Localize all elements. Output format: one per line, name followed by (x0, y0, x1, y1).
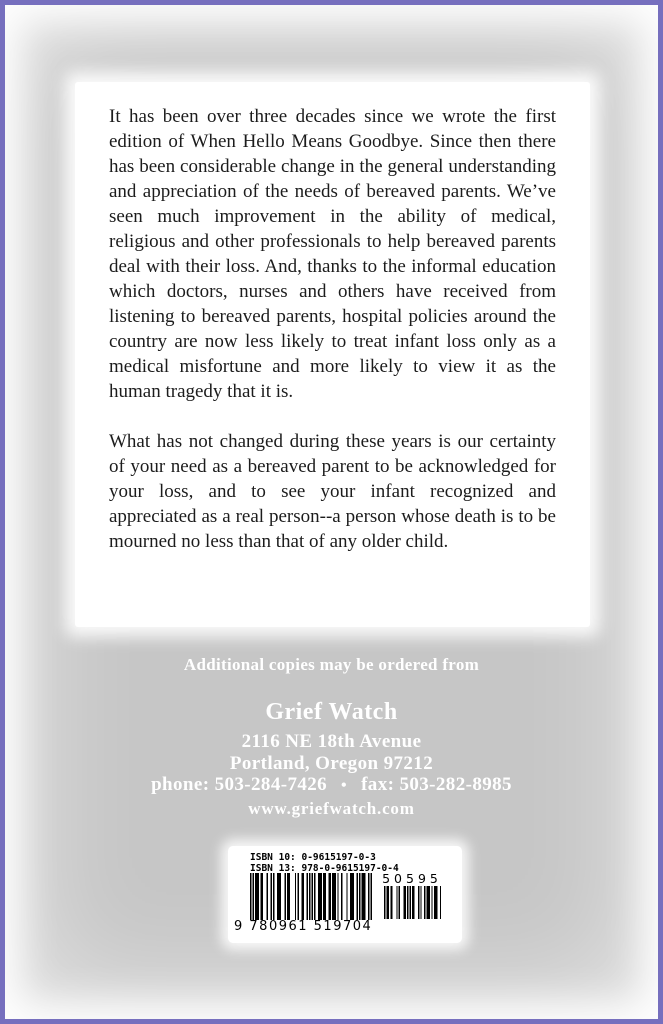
ordering-section (5, 655, 658, 819)
publisher-name: Grief Watch (265, 699, 398, 725)
ean13-barcode-graphic (250, 873, 372, 920)
synopsis-paragraph-1: It has been over three decades since we wrote the first edition of When Hello Means Goodbye. Since then there has been considerable change in the general understanding and appreciation of the needs of bereaved parents. We’ve seen much improvement in the ability of medical, religious and other professionals to help bereaved parents deal with their loss. And, thanks to the informal education which doctors, nurses and others have received from listening to bereaved parents, hospital policies around the country are now less likely to treat infant loss only as a medical misfortune and more likely to view it as the human tragedy that it is. (109, 106, 556, 402)
isbn10-text: ISBN 10: 0-9615197-0-3 (250, 852, 376, 863)
isbn13-text: ISBN 13: 978-0-9615197-0-4 (250, 862, 399, 874)
book-back-cover (5, 5, 658, 1019)
addon-barcode (380, 872, 444, 919)
bullet-separator-icon: • (341, 777, 348, 794)
website-url: www.griefwatch.com (248, 798, 415, 818)
addon-barcode-graphic (383, 886, 441, 919)
addon-digits: 50595 (382, 871, 442, 886)
synopsis-paragraph-2: What has not changed during these years is our certainty of your need as a bereaved parent to be acknowledged for your loss, and to see your infant recognized and appreciated as a real person--a person whose death is to be mourned no less than that of any older child. (109, 431, 556, 552)
fax-number: fax: 503-282-8985 (361, 774, 512, 795)
phone-number: phone: 503-284-7426 (151, 774, 328, 795)
synopsis-panel (75, 82, 590, 627)
ean13-barcode (234, 873, 373, 934)
ean13-digits: 9 780961 519704 (234, 919, 373, 934)
address-line-2: Portland, Oregon 97212 (229, 752, 434, 774)
ordering-heading: Additional copies may be ordered from (183, 655, 480, 674)
phone-fax-line (5, 774, 658, 797)
barcode-panel (228, 846, 462, 943)
address-line-1: 2116 NE 18th Avenue (241, 731, 422, 752)
